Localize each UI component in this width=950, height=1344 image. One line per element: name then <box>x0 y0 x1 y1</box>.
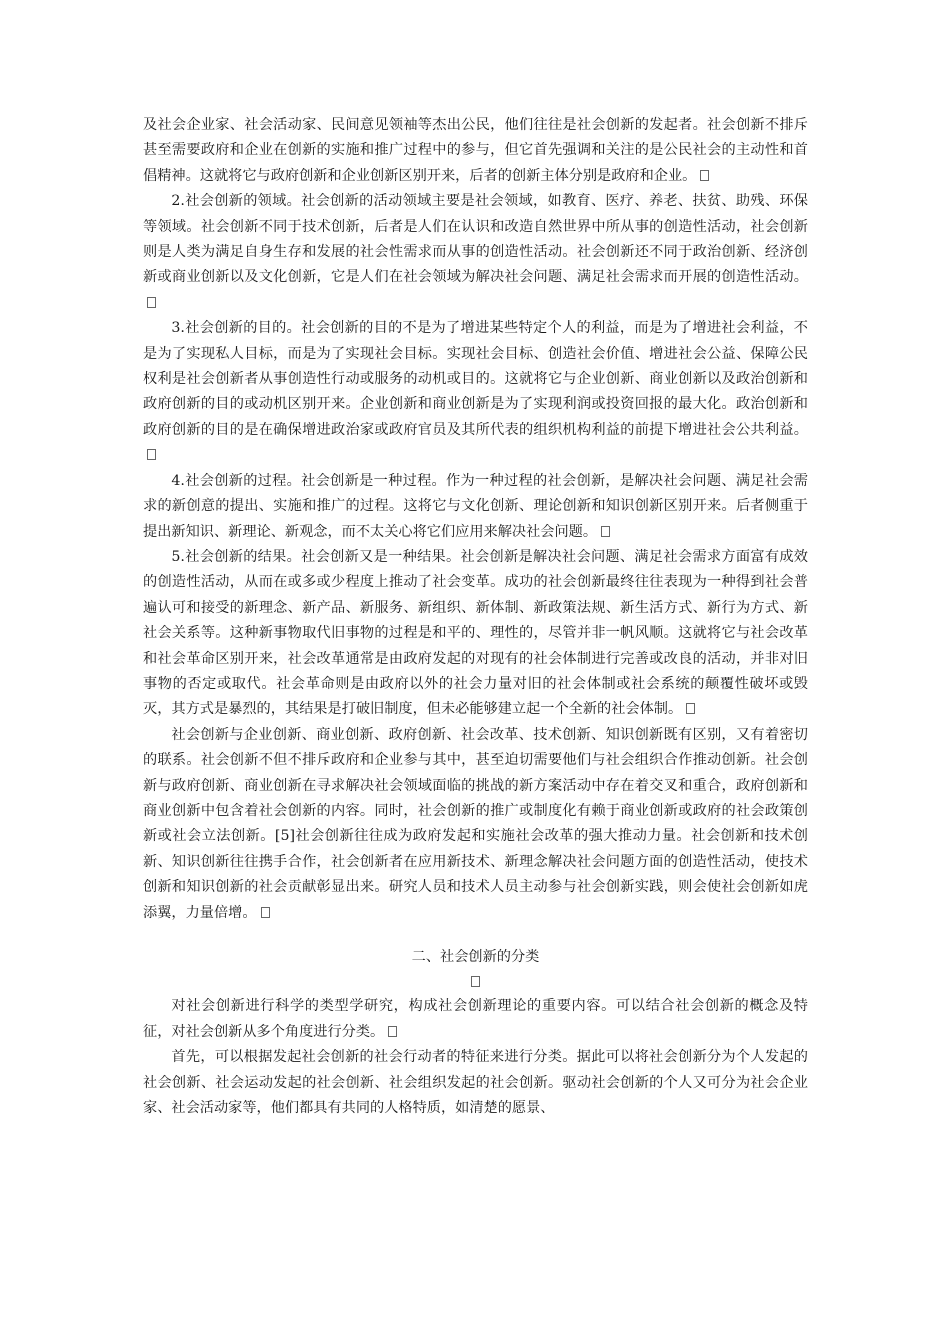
placeholder-glyph-icon <box>686 703 695 714</box>
placeholder-glyph-icon <box>471 976 480 987</box>
paragraph <box>143 113 808 189</box>
paragraph <box>143 189 808 316</box>
placeholder-glyph-icon <box>700 170 709 181</box>
paragraph-text: 对社会创新进行科学的类型学研究，构成社会创新理论的重要内容。可以结合社会创新的概念及特征，对社会创新从多个角度进行分类。 <box>143 998 808 1040</box>
placeholder-glyph-icon <box>147 449 156 460</box>
paragraph <box>143 316 808 468</box>
paragraph <box>143 1045 808 1121</box>
placeholder-glyph-icon <box>601 526 610 537</box>
paragraph-text: 5.社会创新的结果。社会创新又是一种结果。社会创新是解决社会问题、满足社会需求方面富有成效的创造性活动，从而在或多或少程度上推动了社会变革。成功的社会创新最终往往表现为一种得到社会普遍认可和接受的新理念、新产品、新服务、新组织、新体制、新政策法规、新生活方式、新行为方式、新社会关系等。这种新事物取代旧事物的过程是和平的、理性的，尽管并非一帆风顺。这就将它与社会改革和社会革命区别开来，社会改革通常是由政府发起的对现有的社会体制进行完善或改良的活动，并非对旧事物的否定或取代。社会革命则是由政府以外的社会力量对旧的社会体制或社会系统的颠覆性破坏或毁灭，其方式是暴烈的，其结果是打破旧制度，但未必能够建立起一个全新的社会体制。 <box>143 548 808 718</box>
paragraph-text: 2.社会创新的领域。社会创新的活动领域主要是社会领域，如教育、医疗、养老、扶贫、助残、环保等领域。社会创新不同于技术创新，后者是人们在认识和改造自然世界中所从事的创造性活动，社会创新则是人类为满足自身生存和发展的社会性需求而从事的创造性活动。社会创新还不同于政治创新、经济创新或商业创新以及文化创新，它是人们在社会领域为解决社会问题、满足社会需求而开展的创造性活动。 <box>143 193 808 286</box>
section-heading: 二、社会创新的分类 <box>411 949 540 965</box>
paragraph <box>143 545 808 723</box>
heading-spacer <box>143 970 808 994</box>
paragraph-text: 4.社会创新的过程。社会创新是一种过程。作为一种过程的社会创新，是解决社会问题、满足社会需求的新创意的提出、实施和推广的过程。这将它与文化创新、理论创新和知识创新区别开来。后者侧重于提出新知识、新理论、新观念，而不太关心将它们应用来解决社会问题。 <box>143 472 808 540</box>
document-page <box>143 113 808 1121</box>
paragraph <box>143 723 808 926</box>
placeholder-glyph-icon <box>388 1026 397 1037</box>
placeholder-glyph-icon <box>261 907 270 918</box>
placeholder-glyph-icon <box>147 297 156 308</box>
paragraph-text: 3.社会创新的目的。社会创新的目的不是为了增进某些特定个人的利益，而是为了增进社会利益，不是为了实现私人目标，而是为了实现社会目标。实现社会目标、创造社会价值、增进社会公益、保障公民权利是社会创新者从事创造性行动或服务的动机或目的。这就将它与企业创新、商业创新以及政治创新和政府创新的目的或动机区别开来。企业创新和商业创新是为了实现利润或投资回报的最大化。政治创新和政府创新的目的是在确保增进政治家或政府官员及其所代表的组织机构利益的前提下增进社会公共利益。 <box>143 320 808 438</box>
paragraph <box>143 994 808 1045</box>
paragraph-text: 及社会企业家、社会活动家、民间意见领袖等杰出公民，他们往往是社会创新的发起者。社会创新不排斥甚至需要政府和企业在创新的实施和推广过程中的参与，但它首先强调和关注的是公民社会的主动性和首倡精神。这就将它与政府创新和企业创新区别开来，后者的创新主体分别是政府和企业。 <box>143 117 808 184</box>
paragraph-text: 社会创新与企业创新、商业创新、政府创新、社会改革、技术创新、知识创新既有区别，又有着密切的联系。社会创新不但不排斥政府和企业参与其中，甚至迫切需要他们与社会组织合作推动创新。社会创新与政府创新、商业创新在寻求解决社会领域面临的挑战的新方案活动中存在着交叉和重合，政府创新和商业创新中包含着社会创新的内容。同时，社会创新的推广或制度化有赖于商业创新或政府的社会政策创新或社会立法创新。[5]社会创新往往成为政府发起和实施社会改革的强大推动力量。社会创新和技术创新、知识创新往往携手合作，社会创新者在应用新技术、新理念解决社会问题方面的创造性活动，使技术创新和知识创新的社会贡献彰显出来。研究人员和技术人员主动参与社会创新实践，则会使社会创新如虎添翼，力量倍增。 <box>143 726 808 921</box>
paragraph-text: 首先，可以根据发起社会创新的社会行动者的特征来进行分类。据此可以将社会创新分为个人发起的社会创新、社会运动发起的社会创新、社会组织发起的社会创新。驱动社会创新的个人又可分为社会企业家、社会活动家等，他们都具有共同的人格特质，如清楚的愿景、 <box>143 1049 808 1117</box>
paragraph <box>143 469 808 545</box>
